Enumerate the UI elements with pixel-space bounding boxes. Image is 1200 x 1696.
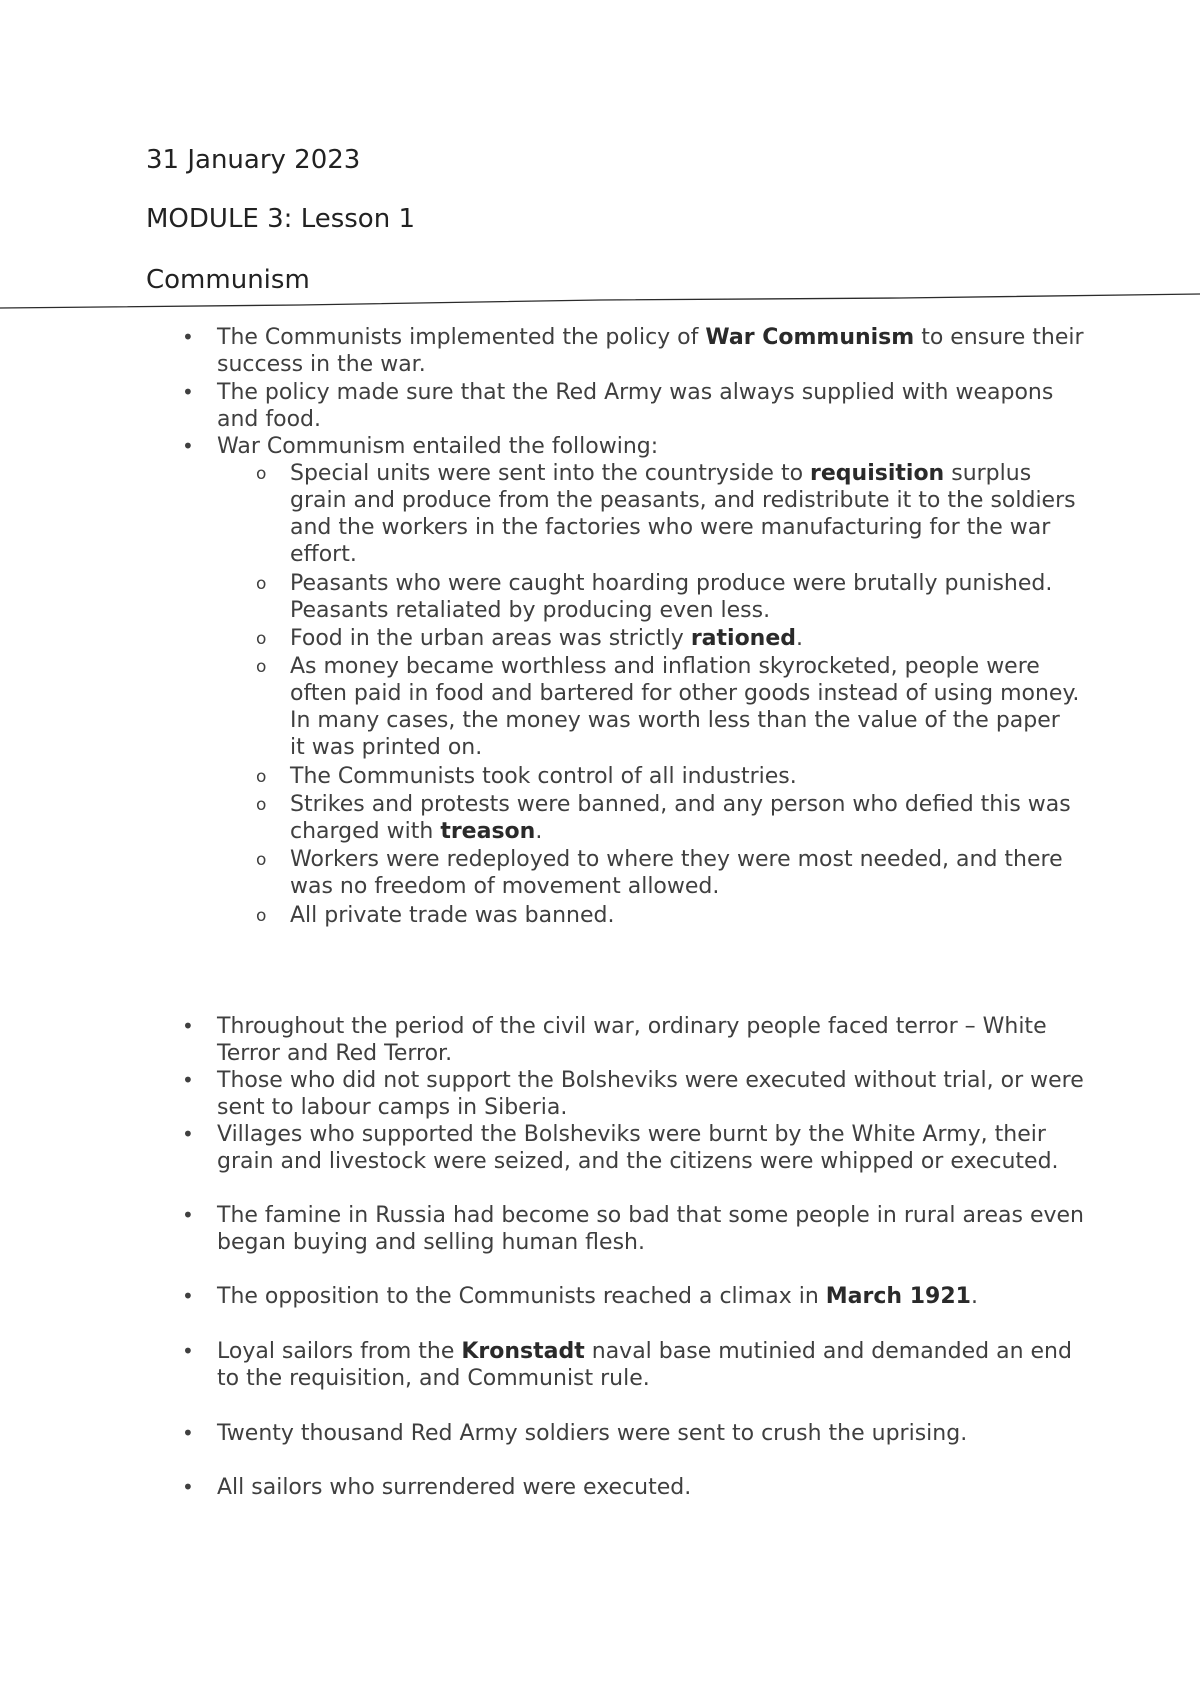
- document-date: 31 January 2023: [146, 145, 361, 175]
- bullet-item: [182, 1283, 1087, 1310]
- circle-marker-icon: o: [256, 464, 267, 484]
- circle-marker-icon: o: [256, 574, 267, 594]
- sub-bullet-item: [256, 460, 1080, 568]
- sub-bullet-item: [256, 846, 1080, 900]
- bullet-marker-icon: •: [182, 1284, 194, 1308]
- bullet-marker-icon: •: [182, 1122, 194, 1146]
- item-text: Throughout the period of the civil war, ordinary people faced terror – White Terror and Red Terror.: [217, 1014, 1047, 1066]
- bullet-item: [182, 1420, 1087, 1447]
- circle-marker-icon: o: [256, 629, 267, 649]
- circle-marker-icon: o: [256, 850, 267, 870]
- bullet-item: [182, 379, 1087, 433]
- item-text: to ensure their success in the war.: [217, 325, 1084, 377]
- heading-divider-line: [0, 282, 1200, 312]
- item-text: surplus grain and produce from the peasants, and redistribute it to the soldiers and the workers in the factories who were manufacturing for the war effort.: [290, 461, 1076, 567]
- item-text: Twenty thousand Red Army soldiers were sent to crush the uprising.: [217, 1421, 968, 1446]
- item-text: All sailors who surrendered were executed.: [217, 1475, 692, 1500]
- key-term: War Communism: [705, 325, 915, 350]
- item-text: Villages who supported the Bolsheviks were burnt by the White Army, their grain and livestock were seized, and the citizens were whipped or executed.: [217, 1122, 1059, 1174]
- item-text: .: [970, 1284, 978, 1309]
- item-text: Those who did not support the Bolsheviks were executed without trial, or were sent to labour camps in Siberia.: [217, 1068, 1084, 1120]
- circle-marker-icon: o: [256, 767, 267, 787]
- bullet-item: [182, 1338, 1087, 1392]
- item-text: The opposition to the Communists reached a climax in: [217, 1284, 826, 1309]
- circle-marker-icon: o: [256, 906, 267, 926]
- bullet-item: [182, 1121, 1087, 1175]
- bullet-marker-icon: •: [182, 1203, 194, 1227]
- module-heading: MODULE 3: Lesson 1: [146, 204, 416, 234]
- item-text: Peasants who were caught hoarding produce were brutally punished. Peasants retaliated by producing even less.: [290, 571, 1053, 623]
- item-text: Loyal sailors from the: [217, 1339, 462, 1364]
- sub-bullet-item: [256, 653, 1080, 761]
- item-text: Workers were redeployed to where they were most needed, and there was no freedom of movement allowed.: [290, 847, 1063, 899]
- item-text: The policy made sure that the Red Army was always supplied with weapons and food.: [217, 380, 1054, 432]
- bullet-marker-icon: •: [182, 1014, 194, 1038]
- item-text: Strikes and protests were banned, and any person who defied this was charged with: [290, 792, 1071, 844]
- circle-marker-icon: o: [256, 657, 267, 677]
- item-text: As money became worthless and inflation skyrocketed, people were often paid in food and bartered for other goods instead of using money. In many cases, the money was worth less than the value of the paper it was printed on.: [290, 654, 1080, 760]
- bullet-item: [182, 1067, 1087, 1121]
- item-text: naval base mutinied and demanded an end to the requisition, and Communist rule.: [217, 1339, 1072, 1391]
- item-text: The Communists took control of all industries.: [290, 764, 797, 789]
- sub-bullet-item: [256, 570, 1080, 624]
- key-term: Kronstadt: [461, 1339, 585, 1364]
- bullet-item: [182, 1202, 1087, 1256]
- key-term: March 1921: [825, 1284, 971, 1309]
- item-text: .: [796, 626, 804, 651]
- item-text: Special units were sent into the countryside to: [290, 461, 811, 486]
- item-text: All private trade was banned.: [290, 903, 615, 928]
- item-text: The famine in Russia had become so bad that some people in rural areas even began buying and selling human flesh.: [217, 1203, 1085, 1255]
- bullet-marker-icon: •: [182, 1068, 194, 1092]
- bullet-marker-icon: •: [182, 325, 194, 349]
- bullet-marker-icon: •: [182, 1339, 194, 1363]
- circle-marker-icon: o: [256, 795, 267, 815]
- item-text: The Communists implemented the policy of: [217, 325, 706, 350]
- bullet-marker-icon: •: [182, 380, 194, 404]
- key-term: requisition: [810, 461, 945, 486]
- bullet-item: [182, 1013, 1087, 1067]
- key-term: treason: [440, 819, 536, 844]
- sub-bullet-item: [256, 902, 1080, 929]
- key-term: rationed: [690, 626, 797, 651]
- item-text: War Communism entailed the following:: [217, 434, 659, 459]
- sub-bullet-item: [256, 625, 1080, 652]
- item-text: Food in the urban areas was strictly: [290, 626, 691, 651]
- sub-bullet-item: [256, 763, 1080, 790]
- bullet-marker-icon: •: [182, 1421, 194, 1445]
- bullet-item: [182, 433, 1087, 460]
- bullet-item: [182, 324, 1087, 378]
- item-text: .: [535, 819, 543, 844]
- page-title: Communism: [146, 265, 310, 295]
- bullet-item: [182, 1474, 1087, 1501]
- bullet-marker-icon: •: [182, 434, 194, 458]
- sub-bullet-item: [256, 791, 1080, 845]
- bullet-marker-icon: •: [182, 1475, 194, 1499]
